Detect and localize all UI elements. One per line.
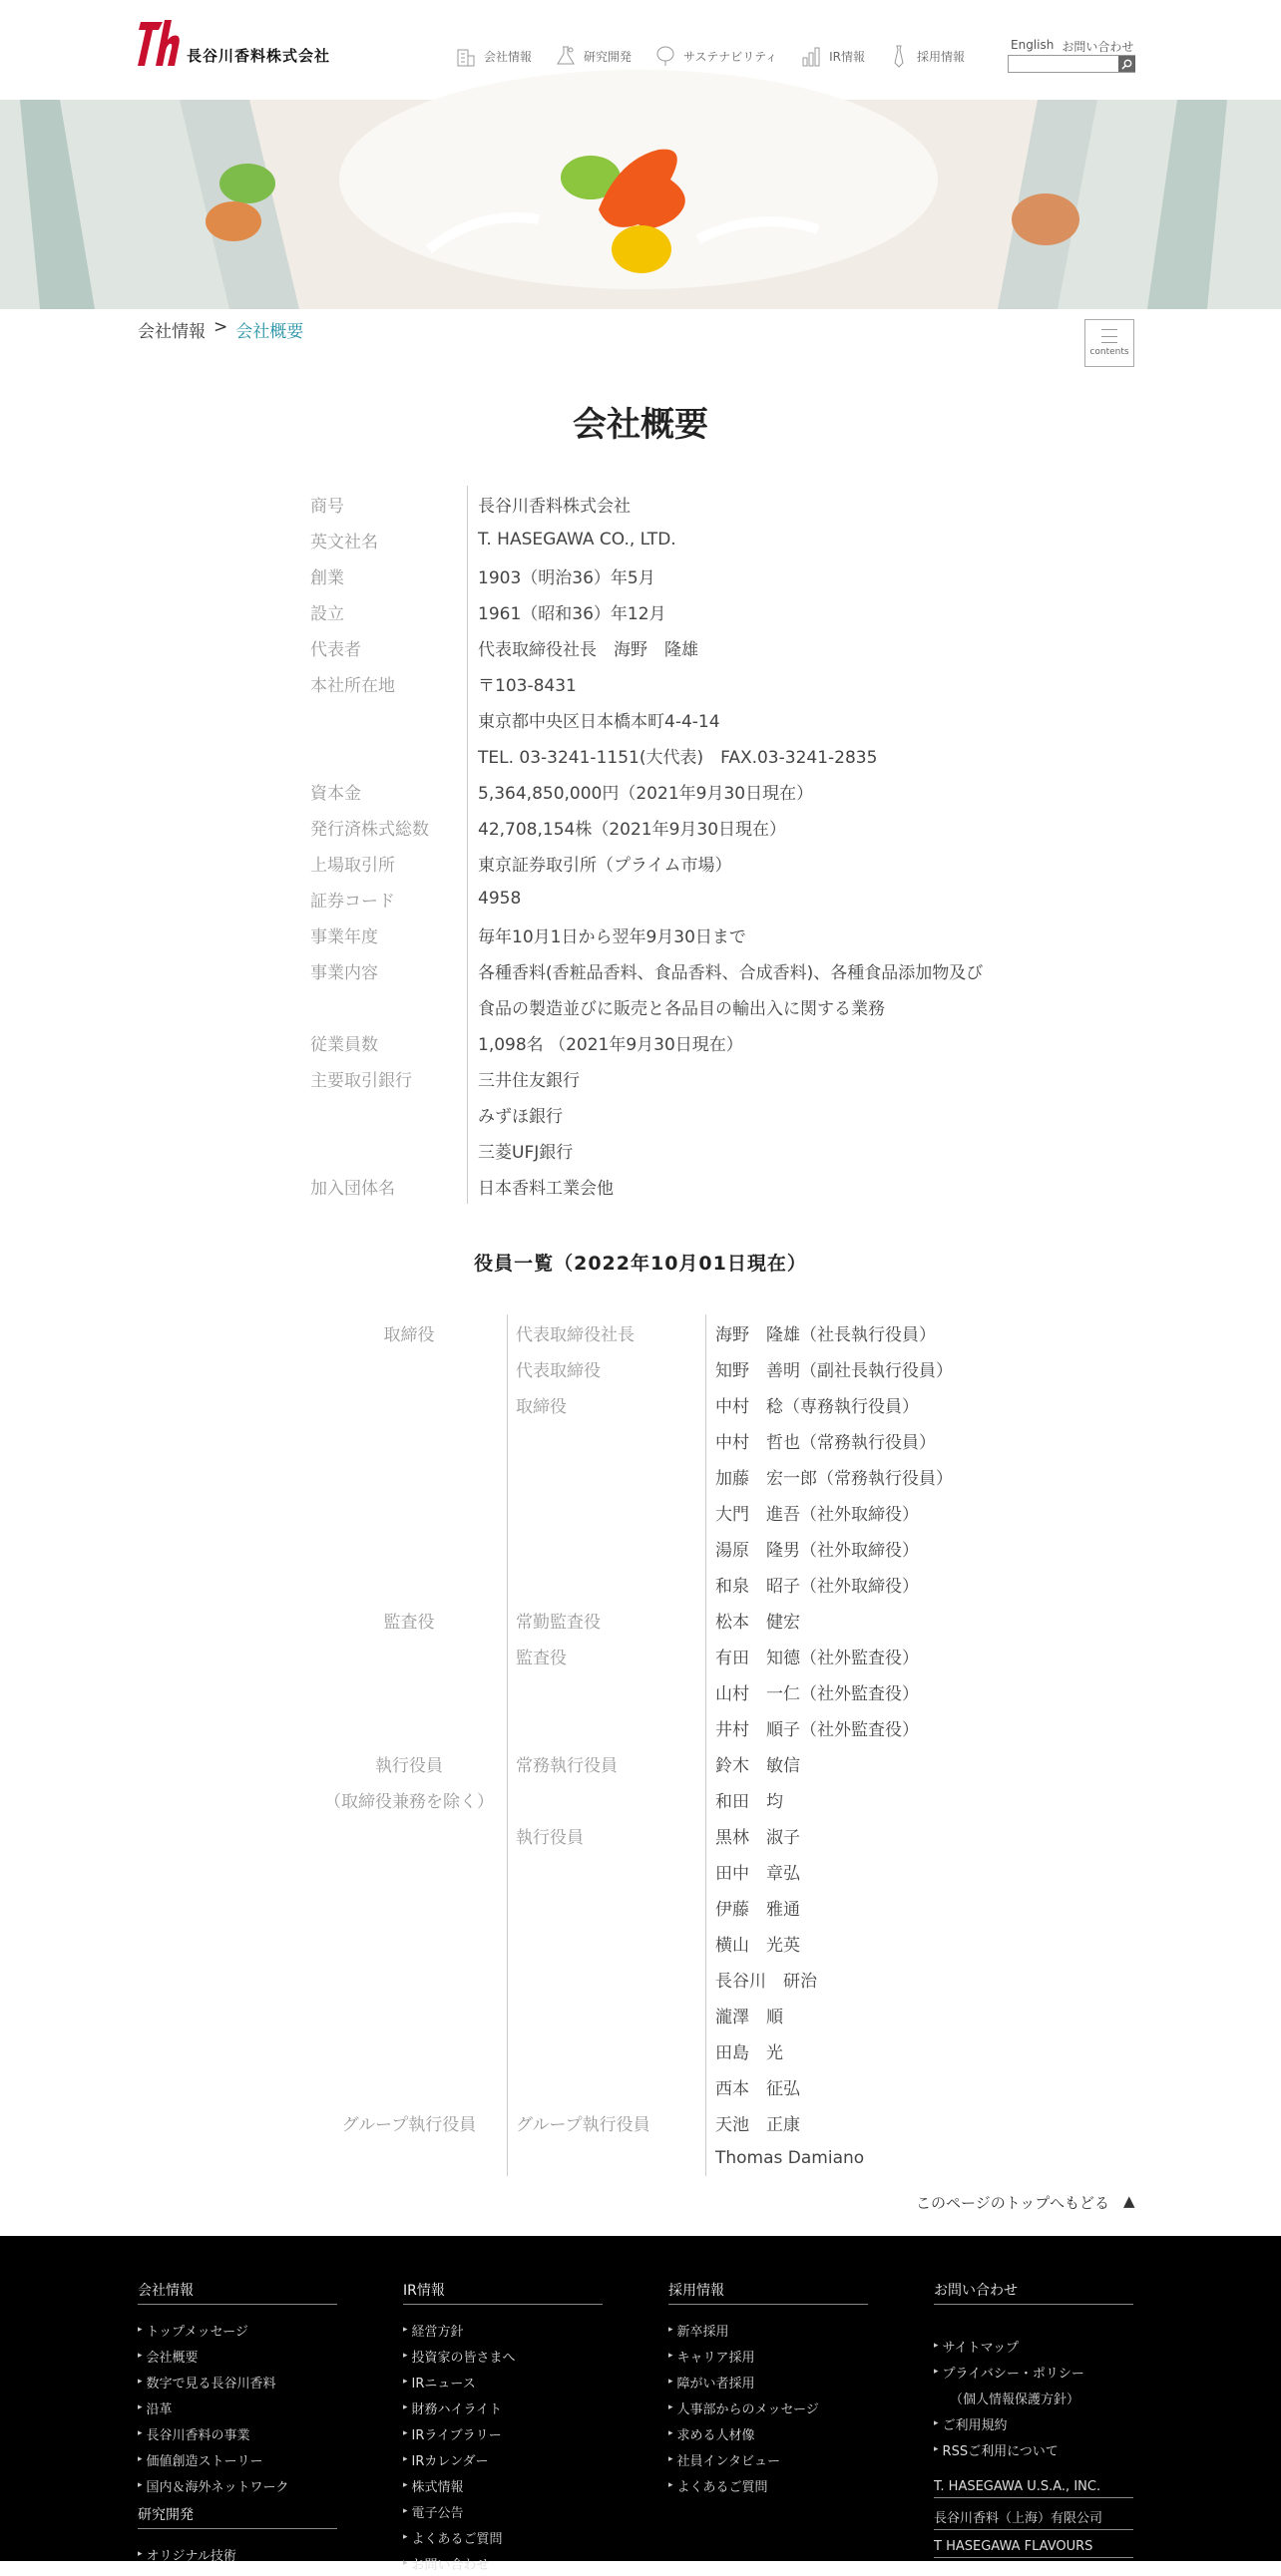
footer-link[interactable]: ▸ IRニュース bbox=[403, 2369, 603, 2394]
profile-label: 創業 bbox=[310, 567, 344, 588]
footer-link[interactable]: ▸ 経営方針 bbox=[403, 2317, 603, 2343]
officer-position: 監査役 bbox=[516, 1648, 567, 1668]
footer-link[interactable]: ▸ プライバシー・ポリシー bbox=[934, 2359, 1133, 2385]
officer-name: 中村 稔（専務執行役員） bbox=[715, 1396, 919, 1417]
footer-link[interactable]: ▸ よくあるご質問 bbox=[668, 2472, 868, 2498]
officer-row bbox=[310, 1745, 1029, 1781]
footer-link[interactable]: ▸ 投資家の皆さまへ bbox=[403, 2343, 603, 2369]
profile-row bbox=[310, 809, 1029, 845]
page-top-link[interactable] bbox=[916, 2192, 1135, 2213]
officer-name: 和泉 昭子（社外取締役） bbox=[715, 1576, 919, 1597]
footer-link[interactable]: ▸ トップメッセージ bbox=[138, 2317, 337, 2343]
menu-icon bbox=[1101, 329, 1117, 343]
breadcrumb-current: 会社概要 bbox=[235, 322, 304, 342]
officer-name: 天池 正康 bbox=[715, 2114, 800, 2135]
footer-link[interactable]: ▸ 数字で見る長谷川香料 bbox=[138, 2369, 337, 2394]
officer-category: （取締役兼務を除く） bbox=[324, 1791, 494, 1812]
search-icon bbox=[1121, 59, 1132, 70]
profile-row bbox=[310, 1168, 1029, 1204]
officer-row bbox=[310, 2032, 1029, 2068]
footer-link[interactable]: ▸ よくあるご質問 bbox=[403, 2524, 603, 2550]
footer-link[interactable]: ▸ 価値創造ストーリー bbox=[138, 2446, 337, 2472]
profile-value: みずほ銀行 bbox=[478, 1106, 563, 1127]
company-name: 長谷川香料株式会社 bbox=[187, 46, 331, 65]
breadcrumb-parent[interactable]: 会社情報 bbox=[138, 322, 206, 342]
profile-value: 1,098名 （2021年9月30日現在） bbox=[478, 1034, 743, 1055]
footer-link[interactable]: ▸ 求める人材像 bbox=[668, 2420, 868, 2446]
nav-label: サステナビリティ bbox=[683, 49, 778, 64]
footer-col-company bbox=[138, 2280, 337, 2567]
officer-row bbox=[310, 2068, 1029, 2104]
profile-value: 〒103-8431 bbox=[478, 675, 577, 696]
lobby-photo bbox=[0, 100, 1281, 309]
footer-col-recruit bbox=[668, 2280, 868, 2498]
officer-row bbox=[310, 1889, 1029, 1925]
officer-position: 代表取締役社長 bbox=[516, 1324, 635, 1345]
officer-name: 湯原 隆男（社外取締役） bbox=[715, 1540, 919, 1561]
footer-group-link[interactable]: 長谷川香料（上海）有限公司 bbox=[934, 2504, 1133, 2530]
officer-row bbox=[310, 1602, 1029, 1638]
officer-category: グループ執行役員 bbox=[341, 2114, 477, 2135]
breadcrumb-separator: > bbox=[214, 317, 228, 337]
officer-row bbox=[310, 2104, 1029, 2140]
officer-row bbox=[310, 1566, 1029, 1602]
footer-link[interactable]: ▸ 電子公告 bbox=[403, 2498, 603, 2524]
tree-icon bbox=[653, 44, 677, 68]
hero-image bbox=[0, 100, 1281, 309]
footer-link[interactable]: ▸ IRカレンダー bbox=[403, 2446, 603, 2472]
profile-row bbox=[310, 665, 1029, 701]
footer-link[interactable]: ▸ 株式情報 bbox=[403, 2472, 603, 2498]
profile-value: 東京都中央区日本橋本町4-4-14 bbox=[478, 711, 720, 732]
profile-value: 三菱UFJ銀行 bbox=[478, 1142, 574, 1163]
page-title: 会社概要 bbox=[573, 405, 708, 445]
utility-links bbox=[1011, 38, 1133, 55]
profile-value: T. HASEGAWA CO., LTD. bbox=[478, 530, 676, 550]
nav-recruit[interactable] bbox=[887, 44, 965, 68]
footer-col-ir bbox=[403, 2280, 603, 2576]
officer-position: 常勤監査役 bbox=[516, 1612, 601, 1633]
officer-name: 海野 隆雄（社長執行役員） bbox=[715, 1324, 936, 1345]
profile-row bbox=[310, 1132, 1029, 1168]
footer-link[interactable]: ▸ 会社概要 bbox=[138, 2343, 337, 2369]
footer-link[interactable]: ▸ 障がい者採用 bbox=[668, 2369, 868, 2394]
profile-value: 食品の製造並びに販売と各品目の輸出入に関する業務 bbox=[478, 998, 885, 1019]
officer-row bbox=[310, 1817, 1029, 1853]
up-arrow-icon: ▲ bbox=[1122, 2192, 1135, 2210]
officer-name: 長谷川 研治 bbox=[715, 1971, 817, 1992]
footer-link[interactable]: ▸ RSSご利用について bbox=[934, 2436, 1133, 2462]
profile-row bbox=[310, 1060, 1029, 1096]
officer-category: 監査役 bbox=[383, 1612, 435, 1633]
officers-table bbox=[310, 1314, 1029, 2176]
english-link[interactable]: English bbox=[1011, 38, 1055, 52]
officer-row bbox=[310, 1673, 1029, 1709]
footer-heading[interactable]: 会社情報 bbox=[138, 2280, 337, 2305]
footer-heading[interactable]: 研究開発 bbox=[138, 2504, 337, 2529]
footer-spacer bbox=[934, 2462, 1133, 2470]
profile-label: 商号 bbox=[310, 496, 344, 517]
profile-value: 5,364,850,000円（2021年9月30日現在） bbox=[478, 783, 814, 804]
profile-value: TEL. 03-3241-1151(大代表) FAX.03-3241-2835 bbox=[478, 747, 878, 768]
officer-name: 鈴木 敏信 bbox=[715, 1755, 800, 1776]
nav-research[interactable] bbox=[554, 44, 632, 68]
footer-link[interactable]: ▸ サイトマップ bbox=[934, 2333, 1133, 2359]
officer-row bbox=[310, 1350, 1029, 1386]
officer-name: 大門 進吾（社外取締役） bbox=[715, 1504, 919, 1525]
officer-name: 山村 一仁（社外監査役） bbox=[715, 1683, 919, 1704]
profile-row bbox=[310, 737, 1029, 773]
chart-icon bbox=[799, 44, 823, 68]
footer-link[interactable]: ▸ 財務ハイライト bbox=[403, 2394, 603, 2420]
footer-link[interactable]: ▸ 国内＆海外ネットワーク bbox=[138, 2472, 337, 2498]
profile-row bbox=[310, 593, 1029, 629]
officer-category: 取締役 bbox=[383, 1324, 435, 1345]
contents-menu-button[interactable] bbox=[1084, 319, 1134, 367]
site-footer bbox=[0, 2236, 1281, 2573]
officer-row bbox=[310, 1781, 1029, 1817]
profile-value: 1961（昭和36）年12月 bbox=[478, 603, 666, 624]
officer-name: 中村 哲也（常務執行役員） bbox=[715, 1432, 936, 1453]
table-divider bbox=[507, 1314, 508, 2176]
footer-link[interactable]: ▸ キャリア採用 bbox=[668, 2343, 868, 2369]
footer-group-link[interactable]: T HASEGAWA FLAVOURS bbox=[934, 2536, 1133, 2558]
profile-label: 事業年度 bbox=[310, 926, 378, 947]
officer-name: 加藤 宏一郎（常務執行役員） bbox=[715, 1468, 953, 1489]
officer-row bbox=[310, 1386, 1029, 1422]
profile-value: 42,708,154株（2021年9月30日現在） bbox=[478, 819, 787, 840]
officer-name: 田島 光 bbox=[715, 2042, 783, 2063]
profile-row bbox=[310, 917, 1029, 952]
contact-link[interactable]: お問い合わせ bbox=[1062, 40, 1134, 54]
officer-name: 和田 均 bbox=[715, 1791, 783, 1812]
officer-name: 井村 順子（社外監査役） bbox=[715, 1719, 919, 1740]
search-input[interactable] bbox=[1008, 55, 1135, 73]
profile-row bbox=[310, 845, 1029, 881]
table-divider bbox=[467, 486, 468, 1204]
nav-ir[interactable] bbox=[799, 44, 865, 68]
nav-label: 会社情報 bbox=[484, 49, 533, 64]
officer-name: 横山 光英 bbox=[715, 1935, 800, 1956]
footer-link[interactable]: ▸ 社員インタビュー bbox=[668, 2446, 868, 2472]
profile-label: 上場取引所 bbox=[310, 855, 395, 876]
global-nav bbox=[454, 44, 965, 68]
search-button[interactable] bbox=[1118, 56, 1135, 72]
profile-value: 長谷川香料株式会社 bbox=[478, 496, 631, 517]
footer-heading[interactable]: お問い合わせ bbox=[934, 2280, 1133, 2305]
profile-row bbox=[310, 952, 1029, 988]
table-divider bbox=[705, 1314, 706, 2176]
profile-value: 三井住友銀行 bbox=[478, 1070, 580, 1091]
profile-row bbox=[310, 988, 1029, 1024]
officer-row bbox=[310, 1709, 1029, 1745]
profile-label: 英文社名 bbox=[310, 532, 378, 552]
profile-value: 各種香料(香粧品香料、食品香料、合成香料)、各種食品添加物及び bbox=[478, 962, 984, 983]
footer-group-link[interactable]: T. HASEGAWA U.S.A., INC. bbox=[934, 2476, 1133, 2498]
profile-label: 代表者 bbox=[310, 639, 361, 660]
contents-label: contents bbox=[1089, 347, 1129, 357]
officer-name: 西本 征弘 bbox=[715, 2078, 800, 2099]
officer-name: 田中 章弘 bbox=[715, 1863, 800, 1884]
officer-name: 黒林 淑子 bbox=[715, 1827, 800, 1848]
officers-title: 役員一覧（2022年10月01日現在） bbox=[474, 1253, 807, 1275]
footer-col-contact bbox=[934, 2280, 1133, 2558]
officer-row bbox=[310, 1494, 1029, 1530]
officer-position: 執行役員 bbox=[516, 1827, 584, 1848]
officer-name: 松本 健宏 bbox=[715, 1612, 800, 1633]
profile-label: 証券コード bbox=[310, 891, 395, 912]
profile-value: 日本香料工業会他 bbox=[478, 1178, 614, 1199]
officer-row bbox=[310, 1314, 1029, 1350]
officer-position: グループ執行役員 bbox=[516, 2114, 650, 2135]
profile-label: 主要取引銀行 bbox=[310, 1070, 412, 1091]
officer-row bbox=[310, 1925, 1029, 1961]
profile-row bbox=[310, 1024, 1029, 1060]
profile-row bbox=[310, 557, 1029, 593]
officer-category: 執行役員 bbox=[375, 1755, 443, 1776]
nav-company-info[interactable] bbox=[454, 44, 532, 68]
profile-value: 1903（明治36）年5月 bbox=[478, 567, 655, 588]
officer-row bbox=[310, 1997, 1029, 2032]
tie-icon bbox=[887, 44, 911, 68]
officer-name: 知野 善明（副社長執行役員） bbox=[715, 1360, 953, 1381]
profile-row bbox=[310, 629, 1029, 665]
officer-position: 代表取締役 bbox=[516, 1360, 601, 1381]
footer-link[interactable]: ▸ オリジナル技術 bbox=[138, 2541, 337, 2567]
profile-label: 発行済株式総数 bbox=[310, 819, 429, 840]
footer-link[interactable]: ▸ 沿革 bbox=[138, 2394, 337, 2420]
company-profile-table bbox=[310, 486, 1029, 1204]
officer-position: 常務執行役員 bbox=[516, 1755, 618, 1776]
profile-label: 事業内容 bbox=[310, 962, 378, 983]
footer-link[interactable]: ▸ 人事部からのメッセージ bbox=[668, 2394, 868, 2420]
nav-label: IR情報 bbox=[829, 49, 866, 64]
profile-value: 東京証券取引所（プライム市場） bbox=[478, 855, 732, 876]
profile-label: 加入団体名 bbox=[310, 1178, 395, 1199]
officer-position: 取締役 bbox=[516, 1396, 567, 1417]
officer-row bbox=[310, 1853, 1029, 1889]
footer-link[interactable]: ▸ 長谷川香料の事業 bbox=[138, 2420, 337, 2446]
profile-row bbox=[310, 701, 1029, 737]
officer-row bbox=[310, 1458, 1029, 1494]
footer-link[interactable]: ▸ IRライブラリー bbox=[403, 2420, 603, 2446]
officer-row bbox=[310, 2140, 1029, 2176]
profile-row bbox=[310, 522, 1029, 557]
profile-label: 資本金 bbox=[310, 783, 361, 804]
profile-value: 4958 bbox=[478, 889, 522, 909]
officer-name: 伊藤 雅通 bbox=[715, 1899, 800, 1920]
flask-icon bbox=[554, 44, 578, 68]
nav-sustainability[interactable] bbox=[653, 44, 777, 68]
officer-name: 有田 知德（社外監査役） bbox=[715, 1648, 919, 1668]
footer-heading[interactable]: 採用情報 bbox=[668, 2280, 868, 2305]
page-top-label: このページのトップへもどる bbox=[916, 2194, 1109, 2212]
profile-row bbox=[310, 1096, 1029, 1132]
officer-row bbox=[310, 1638, 1029, 1673]
profile-label: 設立 bbox=[310, 603, 344, 624]
footer-link[interactable]: ▸ お問い合わせ bbox=[403, 2550, 603, 2576]
footer-link[interactable]: ▸ ご利用規約 bbox=[934, 2410, 1133, 2436]
profile-row bbox=[310, 881, 1029, 917]
officer-row bbox=[310, 1961, 1029, 1997]
footer-link-note: （個人情報保護方針） bbox=[950, 2392, 1080, 2407]
nav-label: 採用情報 bbox=[917, 49, 966, 64]
breadcrumb bbox=[138, 317, 303, 342]
footer-heading[interactable]: IR情報 bbox=[403, 2280, 603, 2305]
nav-label: 研究開発 bbox=[584, 49, 633, 64]
profile-value: 毎年10月1日から翌年9月30日まで bbox=[478, 926, 746, 947]
th-logo-mark bbox=[137, 18, 181, 70]
profile-row bbox=[310, 486, 1029, 522]
officer-row bbox=[310, 1530, 1029, 1566]
profile-row bbox=[310, 773, 1029, 809]
officer-name: 瀧澤 順 bbox=[715, 2007, 783, 2027]
profile-value: 代表取締役社長 海野 隆雄 bbox=[478, 639, 698, 660]
building-icon bbox=[454, 44, 478, 68]
profile-label: 従業員数 bbox=[310, 1034, 378, 1055]
company-logo[interactable] bbox=[137, 18, 330, 70]
officer-name: Thomas Damiano bbox=[715, 2148, 865, 2168]
footer-link[interactable]: ▸ 新卒採用 bbox=[668, 2317, 868, 2343]
profile-label: 本社所在地 bbox=[310, 675, 395, 696]
officer-row bbox=[310, 1422, 1029, 1458]
